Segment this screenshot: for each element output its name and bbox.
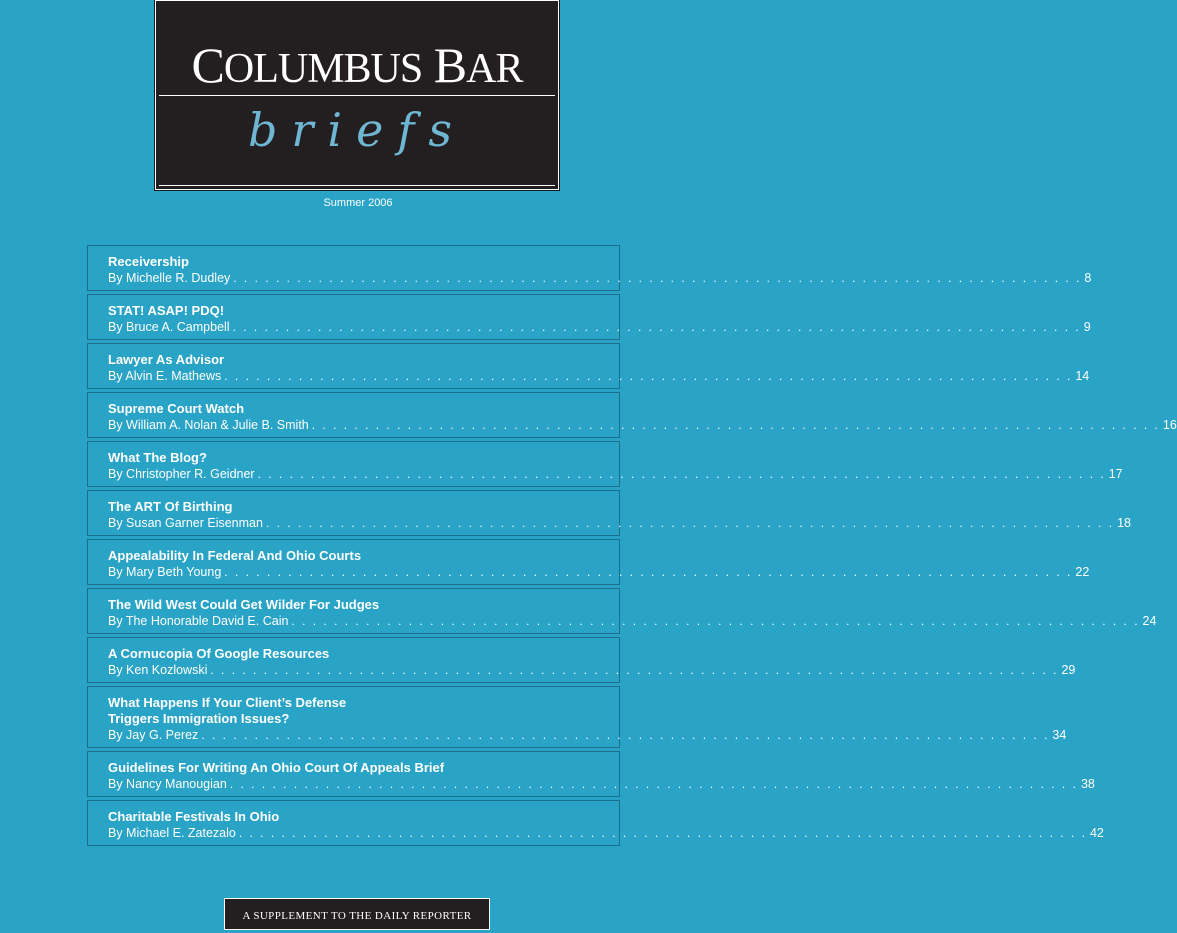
dot-leader: . . . . . . . . . . . . . . . . . . . . . . . . . . . . . . . . . . . . . . . . . . . . . . . . . . . . . . . . . . . . . . . . . . . . . . . . . . . . . . . . xyxy=(224,565,1073,579)
toc-entry-author: By Jay G. Perez xyxy=(108,728,199,742)
toc-entry[interactable] xyxy=(87,539,1090,585)
masthead xyxy=(155,0,559,190)
toc-entry-title: What The Blog? xyxy=(108,450,207,465)
toc-entry-byline xyxy=(108,613,1157,630)
dot-leader: . . . . . . . . . . . . . . . . . . . . . . . . . . . . . . . . . . . . . . . . . . . . . . . . . . . . . . . . . . . . . . . . . . . . . . . . . . . . . . . . xyxy=(232,320,1081,334)
toc-entry[interactable] xyxy=(87,686,1067,748)
toc-entry[interactable] xyxy=(87,245,1092,291)
toc-entry-byline xyxy=(108,319,1091,336)
table-of-contents xyxy=(87,245,1177,849)
toc-entry-title: STAT! ASAP! PDQ! xyxy=(108,303,225,318)
toc-entry-byline xyxy=(108,270,1092,287)
toc-entry-page: 16 xyxy=(1162,418,1177,432)
toc-entry-page: 22 xyxy=(1075,565,1090,579)
toc-entry-title: Lawyer As Advisor xyxy=(108,352,225,367)
dot-leader: . . . . . . . . . . . . . . . . . . . . . . . . . . . . . . . . . . . . . . . . . . . . . . . . . . . . . . . . . . . . . . . . . . . . . . . . . . . . . . . . xyxy=(229,777,1078,791)
toc-entry-author: By Michael E. Zatezalo xyxy=(108,826,236,840)
toc-entry[interactable] xyxy=(87,441,1123,487)
toc-entry-page: 8 xyxy=(1084,271,1092,285)
toc-entry[interactable] xyxy=(87,637,1076,683)
toc-entry-author: By Michelle R. Dudley xyxy=(108,271,231,285)
toc-entry-byline xyxy=(108,727,1067,744)
publication-title xyxy=(159,37,555,97)
toc-entry-title: Supreme Court Watch xyxy=(108,401,245,416)
toc-entry-byline xyxy=(108,825,1104,842)
toc-entry-byline xyxy=(108,662,1076,679)
toc-entry[interactable] xyxy=(87,343,1090,389)
dot-leader: . . . . . . . . . . . . . . . . . . . . . . . . . . . . . . . . . . . . . . . . . . . . . . . . . . . . . . . . . . . . . . . . . . . . . . . . . . . . . . . . xyxy=(291,614,1140,628)
dot-leader: . . . . . . . . . . . . . . . . . . . . . . . . . . . . . . . . . . . . . . . . . . . . . . . . . . . . . . . . . . . . . . . . . . . . . . . . . . . . . . . . xyxy=(238,826,1087,840)
toc-entry-author: By Ken Kozlowski xyxy=(108,663,208,677)
dot-leader: . . . . . . . . . . . . . . . . . . . . . . . . . . . . . . . . . . . . . . . . . . . . . . . . . . . . . . . . . . . . . . . . . . . . . . . . . . . . . . . . xyxy=(233,271,1082,285)
toc-entry[interactable] xyxy=(87,800,1104,846)
toc-entry-title: The ART Of Birthing xyxy=(108,499,233,514)
toc-entry-title: Charitable Festivals In Ohio xyxy=(108,809,280,824)
issue-date: Summer 2006 xyxy=(323,197,393,209)
toc-entry-page: 14 xyxy=(1075,369,1090,383)
toc-entry-page: 17 xyxy=(1108,467,1123,481)
toc-entry-title: What Happens If Your Client’s Defense xyxy=(108,695,347,710)
toc-entry-byline xyxy=(108,417,1177,434)
toc-entry[interactable] xyxy=(87,294,1091,340)
dot-leader: . . . . . . . . . . . . . . . . . . . . . . . . . . . . . . . . . . . . . . . . . . . . . . . . . . . . . . . . . . . . . . . . . . . . . . . . . . . . . . . . xyxy=(265,516,1115,530)
toc-entry-byline xyxy=(108,466,1123,483)
title-word: OLUMBUS xyxy=(223,46,423,92)
toc-entry-author: By William A. Nolan & Julie B. Smith xyxy=(108,418,309,432)
toc-entry-title-line2: Triggers Immigration Issues? xyxy=(108,711,290,726)
toc-entry-byline xyxy=(108,368,1090,385)
title-letter: B xyxy=(433,37,467,93)
toc-entry-author: By Bruce A. Campbell xyxy=(108,320,230,334)
toc-entry-title: Appealability In Federal And Ohio Courts xyxy=(108,548,362,563)
toc-entry-title: A Cornucopia Of Google Resources xyxy=(108,646,330,661)
dot-leader: . . . . . . . . . . . . . . . . . . . . . . . . . . . . . . . . . . . . . . . . . . . . . . . . . . . . . . . . . . . . . . . . . . . . . . . . . . . . . . . . xyxy=(257,467,1106,481)
dot-leader: . . . . . . . . . . . . . . . . . . . . . . . . . . . . . . . . . . . . . . . . . . . . . . . . . . . . . . . . . . . . . . . . . . . . . . . . . . . . . . . . xyxy=(224,369,1073,383)
toc-entry[interactable] xyxy=(87,588,1157,634)
toc-entry-author: By Susan Garner Eisenman xyxy=(108,516,263,530)
publication-subtitle: briefs xyxy=(247,103,466,157)
toc-entry[interactable] xyxy=(87,751,1095,797)
toc-entry-byline xyxy=(108,776,1095,793)
masthead-frame xyxy=(159,1,555,186)
toc-entry-byline xyxy=(108,515,1131,532)
toc-entry-author: By Nancy Manougian xyxy=(108,777,227,791)
toc-entry-page: 34 xyxy=(1052,728,1067,742)
toc-entry-page: 38 xyxy=(1080,777,1095,791)
toc-entry[interactable] xyxy=(87,490,1131,536)
toc-entry-page: 9 xyxy=(1083,320,1091,334)
title-word: AR xyxy=(466,46,523,92)
title-letter: C xyxy=(191,37,224,93)
toc-entry-page: 42 xyxy=(1089,826,1104,840)
toc-entry-title: The Wild West Could Get Wilder For Judges xyxy=(108,597,380,612)
toc-entry-page: 18 xyxy=(1117,516,1131,530)
dot-leader: . . . . . . . . . . . . . . . . . . . . . . . . . . . . . . . . . . . . . . . . . . . . . . . . . . . . . . . . . . . . . . . . . . . . . . . . . . . . . . . . xyxy=(311,418,1160,432)
toc-entry-title: Guidelines For Writing An Ohio Court Of Appeals Brief xyxy=(108,760,445,775)
toc-entry[interactable] xyxy=(87,392,1177,438)
toc-entry-author: By Alvin E. Mathews xyxy=(108,369,222,383)
toc-entry-page: 29 xyxy=(1061,663,1076,677)
dot-leader: . . . . . . . . . . . . . . . . . . . . . . . . . . . . . . . . . . . . . . . . . . . . . . . . . . . . . . . . . . . . . . . . . . . . . . . . . . . . . . . . xyxy=(201,728,1050,742)
dot-leader: . . . . . . . . . . . . . . . . . . . . . . . . . . . . . . . . . . . . . . . . . . . . . . . . . . . . . . . . . . . . . . . . . . . . . . . . . . . . . . . . xyxy=(210,663,1059,677)
toc-entry-title: Receivership xyxy=(108,254,189,269)
toc-entry-author: By Christopher R. Geidner xyxy=(108,467,255,481)
toc-entry-author: By Mary Beth Young xyxy=(108,565,222,579)
toc-entry-byline xyxy=(108,564,1090,581)
toc-entry-page: 24 xyxy=(1142,614,1157,628)
toc-entry-author: By The Honorable David E. Cain xyxy=(108,614,289,628)
footer-banner: A SUPPLEMENT TO THE DAILY REPORTER xyxy=(224,898,490,930)
